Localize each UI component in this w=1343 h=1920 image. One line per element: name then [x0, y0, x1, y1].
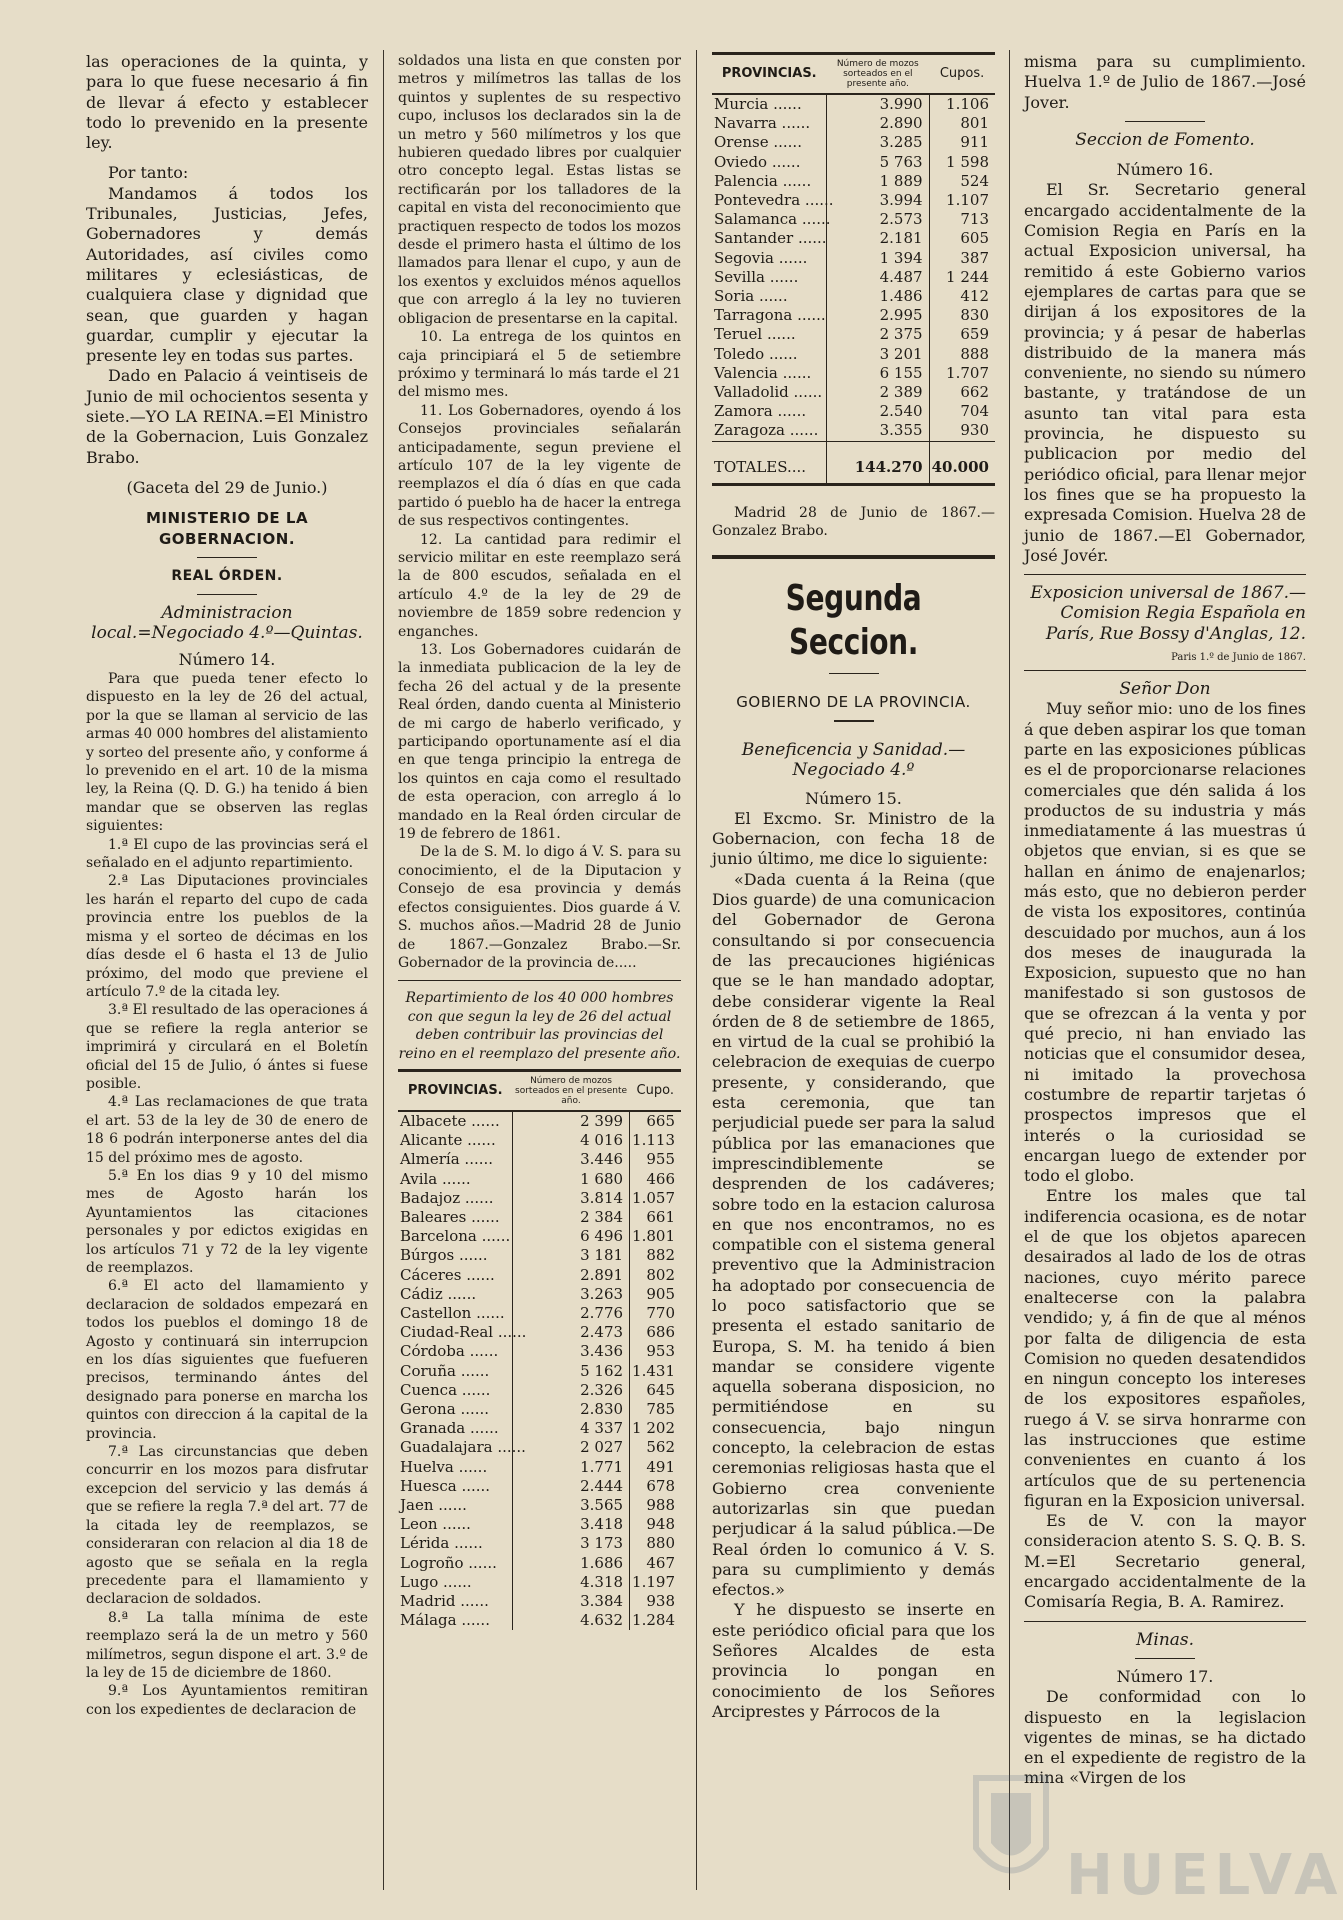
subsection-heading: Administracion local.=Negociado 4.º—Quintas. — [91, 603, 363, 644]
quota-table — [398, 1069, 681, 1630]
table-row — [712, 383, 995, 402]
table-row — [398, 1150, 681, 1169]
table-row — [398, 1381, 681, 1400]
province-name: Alicante ...... — [400, 1131, 496, 1150]
drafted-count: 3.355 — [827, 421, 930, 441]
table-row — [712, 191, 995, 210]
archive-watermark — [966, 1758, 1343, 1908]
table-row — [398, 1111, 681, 1131]
drafted-count: 4.632 — [513, 1611, 630, 1630]
quota-value: 1.431 — [632, 1361, 675, 1380]
gaceta-reference: (Gaceta del 29 de Junio.) — [126, 477, 328, 497]
quota-value: 1.284 — [632, 1611, 675, 1630]
section-heading: Minas. — [1135, 1629, 1195, 1650]
table-row — [398, 1362, 681, 1381]
table-row — [398, 1419, 681, 1438]
drafted-count: 1.686 — [513, 1554, 630, 1573]
quota-value: 1.801 — [632, 1227, 675, 1246]
province-name: Palencia ...... — [714, 171, 812, 190]
signature-line: Madrid 28 de Junio de 1867.—Gonzalez Brabo. — [712, 504, 995, 540]
drafted-count: 2.830 — [513, 1400, 630, 1419]
rule-item: 11. Los Gobernadores, oyendo á los Consejos provinciales señalarán anticipadamente, segun previene el artículo 107 de la ley vigente de reemplazos el día ó días en que cada partido ó pueblo ha de hacer la entrega de sus respectivos contingentes. — [398, 402, 681, 530]
drafted-count: 1 680 — [513, 1170, 630, 1189]
province-name: Cádiz ...... — [400, 1284, 477, 1303]
province-name: Zaragoza ...... — [714, 421, 819, 440]
province-name: Cáceres ...... — [400, 1265, 495, 1284]
quota-value: 1.057 — [632, 1188, 675, 1207]
drafted-count: 3.263 — [513, 1285, 630, 1304]
province-name: Granada ...... — [400, 1419, 499, 1438]
drafted-count: 2 375 — [827, 325, 930, 344]
rule-item: 13. Los Gobernadores cuidarán de la inmediata publicacion de la ley de fecha 26 del actual y de la presente Real órden, dando cuenta al Ministerio de mi cargo de haberlo verificado, y participando oportunamente así el dia en que tenga principio la entrega de los quintos en caja como el resultado de esta operacion, con arreglo á lo mandado en la Real órden circular de 19 de febrero de 1861. — [398, 642, 681, 843]
paragraph: Muy señor mio: uno de los fines á que deben aspirar los que toman parte en las exposiciones públicas es el de proporcionarse relaciones comerciales que dén salida á los productos de su industria y más inmediatamente á las muestras ú objetos que envian, si es que se hallan en ánimo de enajenarlos; más esto, que no debieron perder de vista los expositores, continúa descuidado por muchos, aun á los dos meses de inaugurada la Exposicion, supuesto que no han manifestado si son gustosos de que se ofrezcan á la venta y por qué precio, ni han enviado las noticias que el consumidor desea, ni imitado la provechosa costumbre de repartir tarjetas ó prospectos impresos que el interés o la curiosidad se encargan luego de extender por todo el globo. — [1024, 699, 1306, 1186]
quota-table — [712, 52, 995, 486]
divider — [1024, 670, 1306, 671]
drafted-count: 4 016 — [513, 1131, 630, 1150]
drafted-count: 3.384 — [513, 1592, 630, 1611]
quota-value: 1.107 — [946, 191, 989, 210]
quota-value: 1.113 — [632, 1131, 675, 1150]
quota-value: 491 — [646, 1457, 675, 1476]
paragraph: Mandamos á todos los Tribunales, Justicias, Jefes, Gobernadores y demás Autoridades, así civiles como militares y eclesiásticas, de cualquiera clase y dignidad que sean, que guarden y hagan guardar, cumplir y ejecutar la presente ley en todas sus partes. — [86, 183, 368, 366]
government-heading: GOBIERNO DE LA PROVINCIA. — [736, 692, 971, 711]
column-header: Número de mozos sorteados en el presente año. — [827, 54, 930, 95]
paragraph: «Dada cuenta á la Reina (que Dios guarde) de una comunicacion del Gobernador de Gerona consultando si por consecuencia de las precauciones higiénicas que se le han mandado adoptar, debe considerar vigente la Real órden de 8 de setiembre de 1865, en virtud de la cual se prohibió la celebracion de exequias de cuerpo presente, y considerando, que esta ceremonia, que tan perjudicial puede ser para la salud pública por las emanaciones que imprescindiblemente se desprenden de los cadáveres; sobre todo en la estacion calurosa en que nos encontramos, no es compatible con el sistema general preventivo que la Administracion ha adoptado por consecuencia de lo poco satisfactorio que se presenta el estado sanitario de Europa, S. M. ha tenido á bien mandar se considere vigente aquella soberana disposicion, no permitiéndose en su consecuencia, bajo ningun concepto, la celebracion de estas ceremonias religiosas hasta que el Gobierno crea conveniente autorizarlas sin que puedan perjudicar á la salud pública.—De Real órden lo comunico á V. S. para su cumplimiento y demás efectos.» — [712, 869, 995, 1600]
column-3 — [712, 52, 995, 1912]
drafted-count: 2.473 — [513, 1323, 630, 1342]
table-row — [712, 229, 995, 248]
province-name: Albacete ...... — [400, 1111, 500, 1130]
paragraph: De conformidad con lo dispuesto en la legislacion vigentes de minas, se ha dictado en el expediente de registro de la mina «Virgen de los — [1024, 1687, 1306, 1788]
quota-value: 605 — [960, 229, 989, 248]
province-name: Barcelona ...... — [400, 1227, 511, 1246]
table-row — [712, 364, 995, 383]
divider — [1024, 574, 1306, 575]
paragraph: Es de V. con la mayor consideracion atento S. S. Q. B. S. M.=El Secretario general, encargado accidentalmente de la Comisaría Regia, B. A. Ramirez. — [1024, 1511, 1306, 1612]
column-header: PROVINCIAS. — [398, 1070, 513, 1111]
quota-value: 1 202 — [632, 1419, 675, 1438]
rule-item: 12. La cantidad para redimir el servicio militar en este reemplazo será la de 800 escudos, señalada en el artículo 4.º de la ley de 29 de noviembre de 1859 sobre redencion y enganches. — [398, 531, 681, 640]
province-name: Murcia ...... — [714, 95, 802, 113]
divider — [1024, 1621, 1306, 1622]
province-name: Logroño ...... — [400, 1553, 497, 1572]
drafted-count: 3.285 — [827, 133, 930, 152]
table-row — [398, 1227, 681, 1246]
quota-value: 662 — [960, 383, 989, 402]
table-row — [712, 345, 995, 364]
totals-label: TOTALES.... — [712, 441, 827, 484]
province-name: Ciudad-Real ...... — [400, 1323, 527, 1342]
quota-value: 1.707 — [946, 363, 989, 382]
province-name: Castellon ...... — [400, 1303, 505, 1322]
table-row — [398, 1246, 681, 1265]
quota-value: 659 — [960, 325, 989, 344]
column-header: Número de mozos sorteados en el presente año. — [513, 1070, 630, 1111]
quota-value: 1.197 — [632, 1572, 675, 1591]
quota-value: 770 — [646, 1303, 675, 1322]
quota-value: 713 — [960, 210, 989, 229]
column-header: Cupos. — [929, 54, 995, 95]
province-name: Salamanca ...... — [714, 210, 831, 229]
table-row — [712, 153, 995, 172]
paragraph: Para que pueda tener efecto lo dispuesto en la ley de 26 del actual, por la que se llaman al servicio de las armas 40 000 hombres del alistamiento y sorteo del presente año, y conforme á lo prevenido en el art. 10 de la misma ley, la Reina (Q. D. G.) ha tenido á bien mandar que se observen las reglas siguientes: — [86, 671, 368, 835]
drafted-count: 2 384 — [513, 1208, 630, 1227]
province-name: Avila ...... — [400, 1169, 471, 1188]
table-row — [398, 1573, 681, 1592]
table-row — [398, 1592, 681, 1611]
quota-value: 880 — [646, 1534, 675, 1553]
table-row — [398, 1170, 681, 1189]
quota-value: 645 — [646, 1380, 675, 1399]
paragraph: El Excmo. Sr. Ministro de la Gobernacion, con fecha 18 de junio último, me dice lo siguiente: — [712, 808, 995, 869]
drafted-count: 3 173 — [513, 1534, 630, 1553]
article-number: Número 16. — [1116, 160, 1214, 180]
quota-value: 888 — [960, 344, 989, 363]
quota-value: 412 — [960, 287, 989, 306]
province-name: Zamora ...... — [714, 402, 807, 421]
table-row — [712, 114, 995, 133]
province-name: Lugo ...... — [400, 1572, 472, 1591]
divider — [197, 594, 257, 595]
province-name: Oviedo ...... — [714, 152, 801, 171]
drafted-count: 3.990 — [827, 94, 930, 114]
province-name: Toledo ...... — [714, 344, 798, 363]
column-rule — [696, 50, 697, 1890]
province-name: Coruña ...... — [400, 1361, 490, 1380]
quota-value: 938 — [646, 1592, 675, 1611]
quota-value: 830 — [960, 306, 989, 325]
paragraph: De la de S. M. lo digo á V. S. para su conocimiento, el de la Diputacion y Consejo de esa provincia y demás efectos consiguientes. Dios guarde á V. S. muchos años.—Madrid 28 de Junio de 1867.—Gonzalez Brabo.—Sr. Gobernador de la provincia de..... — [398, 844, 681, 971]
paragraph: soldados una lista en que consten por metros y milímetros las tallas de los quintos y suplentes de su respectivo cupo, inclusos los declarados sin la de un metro y 560 milímetros y los que hubieren quedado libres por cualquier otro concepto legal. Estas listas se rectificarán por los talladores de la capital en vista del reconocimiento que practiquen respecto de todos los mozos desde el primero hasta el último de los llamados para llenar el cupo, y aun de los exentos y excluidos ménos aquellos que con arreglo á la ley no tuvieren obligacion de presentarse en la capital. — [398, 53, 681, 327]
table-row — [398, 1323, 681, 1342]
article-number: Número 17. — [1116, 1666, 1214, 1686]
drafted-count: 2.444 — [513, 1477, 630, 1496]
quota-value: 988 — [646, 1496, 675, 1514]
table-row — [398, 1208, 681, 1227]
table-row — [712, 210, 995, 229]
drafted-count: 2.776 — [513, 1304, 630, 1323]
rule-item: 1.ª El cupo de las provincias será el señalado en el adjunto repartimiento. — [86, 836, 368, 872]
table-row — [712, 306, 995, 325]
table-row — [398, 1342, 681, 1361]
province-name: Huelva ...... — [400, 1457, 488, 1476]
totals-row — [712, 441, 995, 484]
province-name: Guadalajara ...... — [400, 1438, 526, 1457]
drafted-count: 3 201 — [827, 345, 930, 364]
quota-value: 562 — [646, 1438, 675, 1457]
drafted-count: 3.565 — [513, 1496, 630, 1515]
quota-value: 704 — [960, 402, 989, 421]
quota-value: 1 244 — [946, 267, 989, 286]
table-row — [712, 172, 995, 191]
province-name: Orense ...... — [714, 133, 802, 152]
drafted-count: 2.540 — [827, 402, 930, 421]
drafted-count: 5 162 — [513, 1362, 630, 1381]
column-header: PROVINCIAS. — [712, 54, 827, 95]
table-row — [398, 1515, 681, 1534]
section-heading: Seccion de Fomento. — [1075, 129, 1255, 150]
rule-item: 4.ª Las reclamaciones de que trata el art. 53 de la ley de 30 de enero de 18 6 podrán interponerse antes del dia 15 del próximo mes de agosto. — [86, 1094, 368, 1166]
drafted-count: 2.573 — [827, 210, 930, 229]
table-row — [398, 1496, 681, 1515]
drafted-count: 3.994 — [827, 191, 930, 210]
quota-value: 387 — [960, 248, 989, 267]
article-number: Número 14. — [178, 649, 276, 669]
rule-item: 8.ª La talla mínima de este reemplazo será la de un metro y 560 milímetros, segun dispone el art. 3.º de la ley de 15 de diciembre de 1860. — [86, 1609, 368, 1681]
table-row — [712, 287, 995, 306]
drafted-count: 6 155 — [827, 364, 930, 383]
table-row — [398, 1189, 681, 1208]
divider — [829, 673, 879, 674]
drafted-count: 3.814 — [513, 1189, 630, 1208]
drafted-count: 2 027 — [513, 1438, 630, 1457]
totals-cupo: 40.000 — [929, 441, 995, 484]
table-row — [712, 421, 995, 441]
drafted-count: 1 889 — [827, 172, 930, 191]
quota-value: 686 — [646, 1323, 675, 1342]
table-row — [398, 1304, 681, 1323]
quota-value: 802 — [646, 1265, 675, 1284]
table-row — [712, 402, 995, 421]
quota-value: 911 — [960, 133, 989, 152]
paragraph: Por tanto: — [108, 163, 189, 183]
quota-value: 665 — [646, 1111, 675, 1130]
province-name: Soria ...... — [714, 287, 788, 306]
province-name: Sevilla ...... — [714, 267, 799, 286]
column-2 — [398, 52, 681, 1912]
table-row — [398, 1131, 681, 1150]
drafted-count: 4.318 — [513, 1573, 630, 1592]
drafted-count: 1.486 — [827, 287, 930, 306]
paragraph: las operaciones de la quinta, y para lo que fuese necesario á fin de llevar á efecto y establecer todo lo prevenido en la presente ley. — [86, 52, 368, 153]
drafted-count: 6 496 — [513, 1227, 630, 1246]
province-name: Baleares ...... — [400, 1207, 500, 1226]
table-row — [398, 1400, 681, 1419]
province-name: Valencia ...... — [714, 363, 812, 382]
drafted-count: 1.771 — [513, 1458, 630, 1477]
coat-of-arms-icon — [966, 1758, 1056, 1898]
quota-value: 801 — [960, 114, 989, 133]
province-name: Madrid ...... — [400, 1592, 489, 1611]
subsection-heading: Beneficencia y Sanidad.—Negociado 4.º — [741, 739, 966, 781]
quota-value: 905 — [646, 1284, 675, 1303]
quota-value: 955 — [646, 1150, 675, 1169]
quota-value: 930 — [960, 421, 989, 440]
letter-date: Paris 1.º de Junio de 1867. — [1171, 652, 1306, 664]
drafted-count: 3 181 — [513, 1246, 630, 1265]
paragraph: Y he dispuesto se inserte en este periódico oficial para que los Señores Alcaldes de esta provincia lo pongan en conocimiento de los Señores Arciprestes y Párrocos de la — [712, 1600, 995, 1721]
drafted-count: 2.890 — [827, 114, 930, 133]
drafted-count: 4.487 — [827, 268, 930, 287]
table-row — [398, 1438, 681, 1457]
table-row — [398, 1477, 681, 1496]
table-row — [398, 1534, 681, 1553]
drafted-count: 2 389 — [827, 383, 930, 402]
column-4 — [1024, 52, 1306, 1912]
province-name: Navarra ...... — [714, 114, 811, 133]
drafted-count: 5 763 — [827, 153, 930, 172]
table-row — [398, 1554, 681, 1573]
province-name: Pontevedra ...... — [714, 191, 834, 210]
quota-value: 1 598 — [946, 152, 989, 171]
province-name: Lérida ...... — [400, 1534, 483, 1553]
table-row — [398, 1285, 681, 1304]
rule-item: 3.ª El resultado de las operaciones á que se refiere la regla anterior se imprimirá y circulará en el Boletín oficial del 15 de Julio, ó ántes si fuese posible. — [86, 1002, 368, 1092]
table-row — [712, 133, 995, 152]
drafted-count: 3.446 — [513, 1150, 630, 1169]
province-name: Valladolid ...... — [714, 383, 823, 402]
section-title: Segunda Seccion. — [785, 577, 922, 663]
drafted-count: 3.418 — [513, 1515, 630, 1534]
province-name: Tarragona ...... — [714, 306, 826, 325]
drafted-count: 3.436 — [513, 1342, 630, 1361]
column-header: Cupo. — [630, 1070, 681, 1111]
watermark-text: HUELVA — [1066, 1843, 1343, 1908]
rule-item: 7.ª Las circunstancias que deben concurrir en los mozos para disfrutar excepcion del servicio y las demás á que se refiere la regla 7.ª del art. 77 de la citada ley de reemplazos, se consideraran con relacion al dia 18 de agosto que se señala en la regla precedente para el llamamiento y declaracion de soldados. — [86, 1444, 368, 1608]
ministry-heading: MINISTERIO DE LA GOBERNACION. — [145, 509, 309, 548]
quota-value: 678 — [646, 1476, 675, 1495]
table-row — [398, 1458, 681, 1477]
table-row — [398, 1266, 681, 1285]
exposition-heading: París, Rue Bossy d'Anglas, 12. — [1045, 623, 1306, 644]
province-name: Teruel ...... — [714, 325, 796, 344]
quota-value: 466 — [646, 1169, 675, 1188]
paragraph: misma para su cumplimiento. Huelva 1.º de Julio de 1867.—José Jover. — [1024, 52, 1306, 112]
quota-value: 524 — [960, 171, 989, 190]
drafted-count: 2.181 — [827, 229, 930, 248]
article-number: Número 15. — [805, 788, 902, 808]
divider — [712, 555, 995, 559]
rule-item: 5.ª En los dias 9 y 10 del mismo mes de Agosto harán los Ayuntamientos las citaciones personales y por edictos exigidas en los artículos 71 y 72 de la ley vigente de reemplazos. — [86, 1167, 368, 1277]
province-name: Búrgos ...... — [400, 1246, 488, 1265]
rule-item: 6.ª El acto del llamamiento y declaracion de soldados empezará en todos los pueblos el domingo 18 de Agosto y continuará sin interrupcion en los días siguientes que fuefueren precisos, terminando ántes del designado para ponerse en marcha los quintos con direccion á la capital de la provincia. — [86, 1278, 368, 1442]
rule-item: 2.ª Las Diputaciones provinciales les harán el reparto del cupo de cada provincia entre los pueblos de la misma y el sorteo de décimas en los días desde el 6 hasta el 13 de Julio próximo, del modo que previene el artículo 7.º de la citada ley. — [86, 873, 368, 1000]
totals-number: 144.270 — [827, 441, 930, 484]
quota-value: 785 — [646, 1399, 675, 1418]
drafted-count: 2.326 — [513, 1381, 630, 1400]
table-row — [712, 249, 995, 268]
divider — [398, 980, 681, 981]
province-name: Jaen ...... — [400, 1496, 467, 1514]
paragraph: Dado en Palacio á veintiseis de Junio de mil ochocientos sesenta y siete.—YO LA REINA.=El Ministro de la Gobernacion, Luis Gonzalez Brabo. — [86, 366, 368, 467]
table-title: Repartimiento de los 40 000 hombres con que segun la ley de 26 del actual deben contribuir las provincias del reino en el reemplazo del presente año. — [398, 990, 681, 1062]
quota-value: 1.106 — [946, 95, 989, 113]
divider — [197, 557, 257, 558]
section-heading: REAL ÓRDEN. — [171, 567, 283, 584]
province-name: Segovia ...... — [714, 248, 808, 267]
quota-value: 882 — [646, 1246, 675, 1265]
table-row — [712, 94, 995, 114]
quota-value: 661 — [646, 1207, 675, 1226]
province-name: Badajoz ...... — [400, 1188, 494, 1207]
rule-item: 10. La entrega de los quintos en caja principiará el 5 de setiembre próximo y terminará lo más tarde el 21 del mismo mes. — [398, 329, 681, 401]
paragraph: Entre los males que tal indiferencia ocasiona, es de notar el de que los objetos aparecen desairados al lado de los de otras naciones, cuyo mérito parece enaltecerse con la palabra vendido; y, á fin de que al ménos por falta de diligencia de esta Comision no queden desatendidos en ningun concepto los intereses de los expositores españoles, ruego á V. se sirva honrarme con las instrucciones que estime convenientes en cuanto á los artículos que de su pertenencia figuran en la Exposicion universal. — [1024, 1186, 1306, 1510]
salutation: Señor Don — [1119, 679, 1211, 700]
rule-item: 9.ª Los Ayuntamientos remitiran con los expedientes de declaracion de — [86, 1683, 368, 1718]
divider — [1135, 1658, 1195, 1659]
divider — [834, 720, 874, 722]
divider — [1125, 121, 1205, 122]
column-rule — [383, 50, 384, 1890]
province-name: Leon ...... — [400, 1515, 471, 1534]
province-name: Huesca ...... — [400, 1476, 491, 1495]
table-row — [712, 268, 995, 287]
column-1 — [86, 52, 368, 1912]
exposition-heading: Comision Regia Española en — [1060, 603, 1306, 624]
table-row — [712, 325, 995, 344]
quota-value: 953 — [646, 1342, 675, 1361]
column-rule — [1009, 50, 1010, 1890]
province-name: Almería ...... — [400, 1150, 494, 1169]
drafted-count: 1 394 — [827, 249, 930, 268]
quota-value: 948 — [646, 1515, 675, 1534]
exposition-heading: Exposicion universal de 1867.— — [1030, 583, 1306, 604]
drafted-count: 2 399 — [513, 1111, 630, 1131]
quota-value: 467 — [646, 1553, 675, 1572]
province-name: Gerona ...... — [400, 1399, 490, 1418]
drafted-count: 2.995 — [827, 306, 930, 325]
province-name: Málaga ...... — [400, 1611, 490, 1630]
drafted-count: 4 337 — [513, 1419, 630, 1438]
province-name: Cuenca ...... — [400, 1380, 491, 1399]
drafted-count: 2.891 — [513, 1266, 630, 1285]
table-row — [398, 1611, 681, 1630]
province-name: Córdoba ...... — [400, 1342, 499, 1361]
paragraph: El Sr. Secretario general encargado accidentalmente de la Comision Regia en París en la actual Exposicion universal, ha remitido á este Gobierno varios ejemplares de cartas para que se dirijan á los expositores de la provincia; y á pesar de haberlas distribuido de la manera más conveniente, no siendo su número bastante, y tratándose de un asunto tan vital para esta provincia, he dispuesto su publicacion por medio del periódico oficial, para llenar mejor los fines que se ha propuesto la expresada Comision. Huelva 28 de junio de 1867.—El Gobernador, José Jovér. — [1024, 180, 1306, 565]
province-name: Santander ...... — [714, 229, 827, 248]
